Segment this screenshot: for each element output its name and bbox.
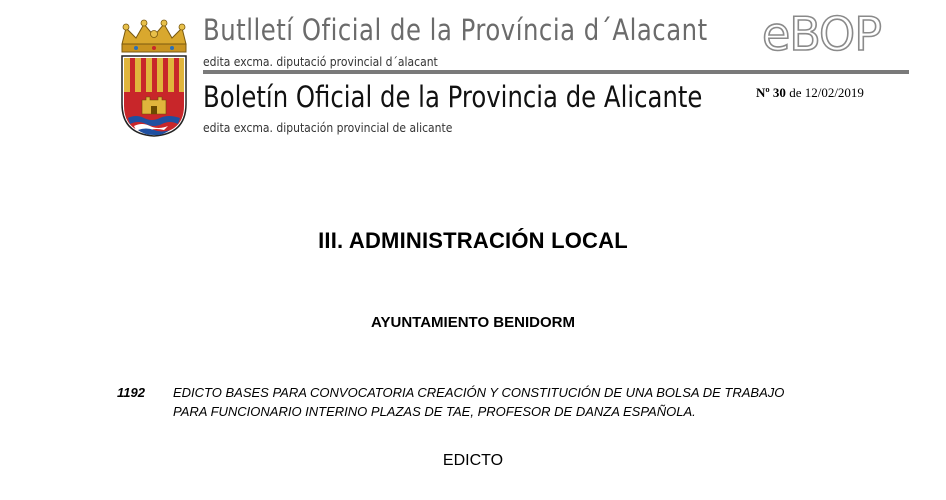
publication-title-valencian: Butlletí Oficial de la Província d´Alacant (203, 13, 708, 47)
section-heading: III. ADMINISTRACIÓN LOCAL (318, 228, 628, 253)
organization-heading: AYUNTAMIENTO BENIDORM (371, 314, 575, 331)
ebop-logo (760, 8, 900, 60)
publication-title-spanish: Boletín Oficial de la Provincia de Alicante (203, 80, 703, 114)
issue-info (756, 85, 864, 101)
issue-date: de 12/02/2019 (789, 85, 864, 100)
publisher-line-spanish: edita excma. diputación provincial de alicante (203, 121, 453, 135)
ebop-logo-text: eBOP (762, 8, 881, 60)
publisher-line-valencian: edita excma. diputació provincial d´alacant (203, 55, 438, 69)
announcement-title-line-2: PARA FUNCIONARIO INTERINO PLAZAS DE TAE, PROFESOR DE DANZA ESPAÑOLA. (173, 404, 696, 419)
edict-heading: EDICTO (442, 452, 504, 469)
issue-number: Nº 30 (756, 85, 786, 100)
announcement-number: 1192 (117, 385, 145, 400)
announcement-title-line-1: EDICTO BASES PARA CONVOCATORIA CREACIÓN Y CONSTITUCIÓN DE UNA BOLSA DE TRABAJO (173, 385, 785, 400)
header-divider (203, 70, 909, 74)
coat-of-arms-icon (116, 18, 192, 138)
